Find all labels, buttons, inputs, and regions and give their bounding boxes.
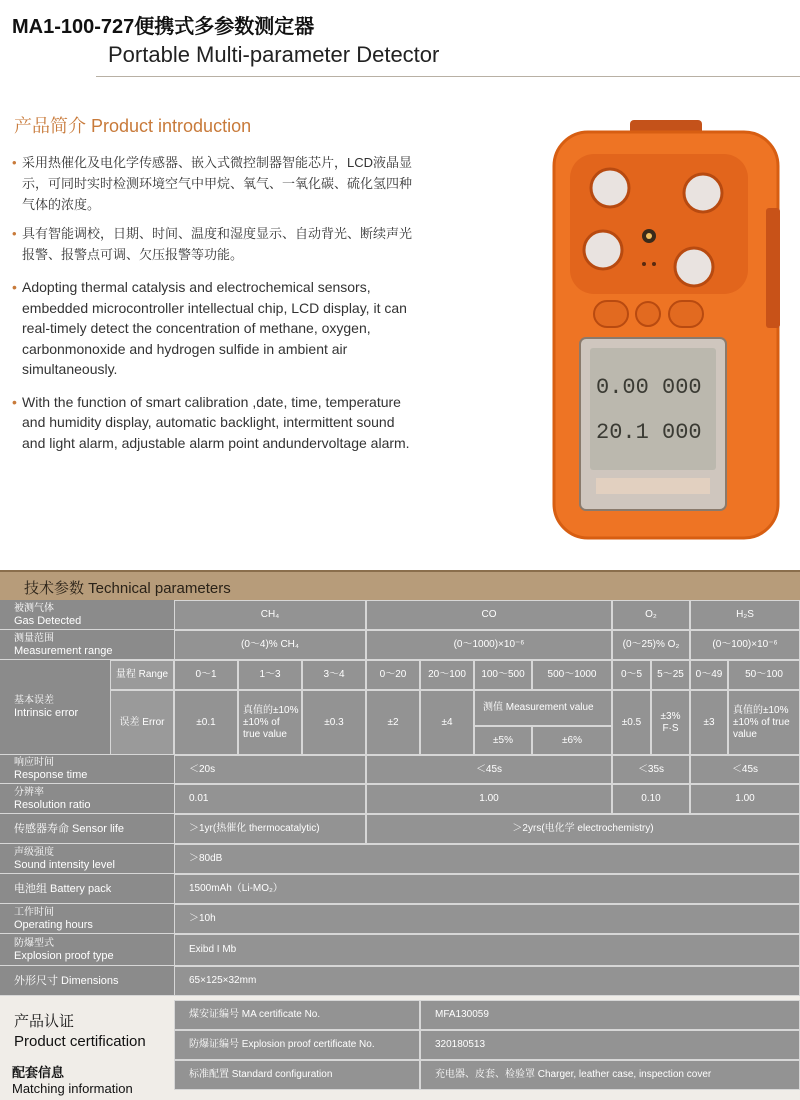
dimensions-label: 外形尺寸 Dimensions xyxy=(0,966,174,996)
response-label xyxy=(0,755,174,784)
product-title-en: Portable Multi-parameter Detector xyxy=(108,42,440,67)
range-h2s: (0～100)×10⁻⁶ xyxy=(690,630,800,660)
indicator-dot xyxy=(652,262,656,266)
response-h2s: ＜45s xyxy=(690,755,800,784)
resolution-label-cn: 分辨率 xyxy=(14,786,44,798)
ex-cert-value: 320180513 xyxy=(420,1030,800,1060)
lcd-row2: 20.1 000 xyxy=(596,420,702,445)
lcd-screen xyxy=(590,348,716,470)
title-divider xyxy=(96,76,800,77)
response-ch4: ＜20s xyxy=(174,755,366,784)
detector-device-image xyxy=(548,118,788,548)
range-co: (0～1000)×10⁻⁶ xyxy=(366,630,612,660)
sound-label xyxy=(0,844,174,874)
error-value: ±3% F·S xyxy=(651,690,690,755)
range-value: 500～1000 xyxy=(532,660,612,690)
intro-bullet-en: • With the function of smart calibration ,date, time, temperature and humidity display, automatic backlight, intermittent sound and light alarm, adjustable alarm point andundervoltage alarm. xyxy=(12,392,412,454)
range-sublabel: 量程 Range xyxy=(110,660,174,690)
error-value: 真值的±10% ±10% of true value xyxy=(238,690,302,755)
explosion-label-cn: 防爆型式 xyxy=(14,937,54,949)
range-ch4: (0～4)% CH₄ xyxy=(174,630,366,660)
device-label-strip xyxy=(596,478,710,494)
device-side-clip xyxy=(766,208,780,328)
sensor-life-ch4: ＞1yr(热催化 thermocatalytic) xyxy=(174,814,366,844)
response-label-cn: 响应时间 xyxy=(14,757,54,768)
intrinsic-label-en: Intrinsic error xyxy=(14,707,79,719)
battery-label: 电池组 Battery pack xyxy=(0,874,174,904)
operating-label xyxy=(0,904,174,934)
ex-cert-label: 防爆证编号 Explosion proof certificate No. xyxy=(174,1030,420,1060)
operating-label-cn: 工作时间 xyxy=(14,906,54,918)
error-value: ±4 xyxy=(420,690,474,755)
sensor-port-icon xyxy=(584,231,622,269)
sensor-life-other: ＞2yrs(电化学 electrochemistry) xyxy=(366,814,800,844)
standard-config-label: 标准配置 Standard configuration xyxy=(174,1060,420,1090)
gas-co: CO xyxy=(366,600,612,630)
error-value: ±0.5 xyxy=(612,690,651,755)
error-value: ±0.1 xyxy=(174,690,238,755)
indicator-dot xyxy=(642,262,646,266)
resolution-label-en: Resolution ratio xyxy=(14,798,91,811)
range-value: 5～25 xyxy=(651,660,690,690)
range-value: 50～100 xyxy=(728,660,800,690)
intrinsic-label-cn: 基本误差 xyxy=(14,695,54,706)
measurement-value-label: 测值 Measurement value xyxy=(474,690,612,726)
intro-bullet-cn: • 采用热催化及电化学传感器、嵌入式微控制器智能芯片，LCD液晶显示，可同时实时检测环境空气中甲烷、氧气、一氧化碳、硫化氢四种气体的浓度。 xyxy=(12,152,412,215)
matching-label-en: Matching information xyxy=(12,1081,133,1096)
gas-o2: O₂ xyxy=(612,600,690,630)
certification-label xyxy=(14,1010,146,1050)
resolution-o2: 0.10 xyxy=(612,784,690,814)
sensor-port-icon xyxy=(591,169,629,207)
gas-label-cn: 被测气体 xyxy=(14,602,54,614)
certification-label-cn: 产品认证 xyxy=(14,1013,75,1030)
intrinsic-label xyxy=(0,660,110,755)
matching-label-cn: 配套信息 xyxy=(12,1065,65,1080)
lcd-row1: 0.00 000 xyxy=(596,375,702,400)
standard-config-value: 充电器、皮套、检验罩 Charger, leather case, inspection cover xyxy=(420,1060,800,1090)
battery-value: 1500mAh（Li-MO₂） xyxy=(174,874,800,904)
range-value: 0～20 xyxy=(366,660,420,690)
range-value: 1～3 xyxy=(238,660,302,690)
response-label-en: Response time xyxy=(14,769,88,781)
intro-bullet-cn: • 具有智能调校，日期、时间、温度和湿度显示、自动背光、断续声光报警、报警点可调、欠压报警等功能。 xyxy=(12,223,412,265)
gas-label xyxy=(0,600,174,630)
intro-heading: 产品简介 Product introduction xyxy=(14,116,252,136)
sensor-port-icon xyxy=(684,174,722,212)
error-value: ±2 xyxy=(366,690,420,755)
resolution-label xyxy=(0,784,174,814)
range-label xyxy=(0,630,174,660)
response-o2: ＜35s xyxy=(612,755,690,784)
gas-h2s: H₂S xyxy=(690,600,800,630)
intro-bullet-en: • Adopting thermal catalysis and electrochemical sensors, embedded microcontroller intellectual chip, LCD display, it can real-timely detect the concentration of methane, oxygen, carbonmonoxide and hydrogen sulfide in ambient air simultaneously. xyxy=(12,277,412,380)
range-value: 0～1 xyxy=(174,660,238,690)
center-button[interactable] xyxy=(636,302,660,326)
resolution-co: 1.00 xyxy=(366,784,612,814)
error-sublabel: 误差 Error xyxy=(110,690,174,755)
explosion-value: Exibd I Mb xyxy=(174,934,800,966)
specs-heading: 技术参数 Technical parameters xyxy=(24,580,231,597)
specs-header xyxy=(0,570,800,600)
buzzer-icon xyxy=(646,233,652,239)
intro-text xyxy=(12,152,412,465)
error-value: ±5% xyxy=(474,726,532,755)
dimensions-value: 65×125×32mm xyxy=(174,966,800,996)
matching-label xyxy=(12,1062,133,1096)
error-value: 真值的±10% ±10% of true value xyxy=(728,690,800,755)
technical-parameters-section xyxy=(0,570,800,1100)
operating-value: ＞10h xyxy=(174,904,800,934)
explosion-label xyxy=(0,934,174,966)
resolution-h2s: 1.00 xyxy=(690,784,800,814)
certification-label-en: Product certification xyxy=(14,1033,146,1050)
left-button[interactable] xyxy=(594,301,628,327)
error-value: ±0.3 xyxy=(302,690,366,755)
ma-cert-value: MFA130059 xyxy=(420,1000,800,1030)
response-co: ＜45s xyxy=(366,755,612,784)
gas-label-en: Gas Detected xyxy=(14,614,82,627)
ma-cert-label: 煤安证编号 MA certificate No. xyxy=(174,1000,420,1030)
range-value: 3～4 xyxy=(302,660,366,690)
sound-label-cn: 声级强度 xyxy=(14,846,54,858)
range-value: 20～100 xyxy=(420,660,474,690)
range-label-cn: 测量范围 xyxy=(14,632,54,644)
gas-ch4: CH₄ xyxy=(174,600,366,630)
explosion-label-en: Explosion proof type xyxy=(14,949,114,962)
range-label-en: Measurement range xyxy=(14,644,113,657)
sound-value: ＞80dB xyxy=(174,844,800,874)
range-o2: (0～25)% O₂ xyxy=(612,630,690,660)
range-value: 100～500 xyxy=(474,660,532,690)
right-button[interactable] xyxy=(669,301,703,327)
sensor-port-icon xyxy=(675,248,713,286)
resolution-ch4: 0.01 xyxy=(174,784,366,814)
error-value: ±3 xyxy=(690,690,728,755)
range-value: 0～49 xyxy=(690,660,728,690)
sensor-life-label: 传感器寿命 Sensor life xyxy=(0,814,174,844)
operating-label-en: Operating hours xyxy=(14,918,93,931)
model-title: MA1-100-727便携式多参数测定器 xyxy=(12,16,315,38)
sound-label-en: Sound intensity level xyxy=(14,858,115,871)
error-value: ±6% xyxy=(532,726,612,755)
range-value: 0～5 xyxy=(612,660,651,690)
